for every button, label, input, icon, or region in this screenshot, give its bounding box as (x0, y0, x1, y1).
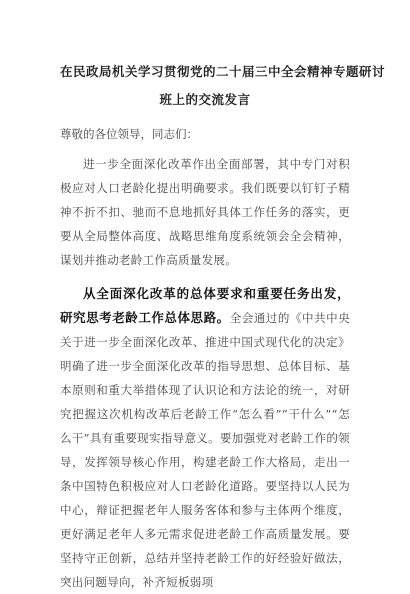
title-line-2: 班上的交流发言 (159, 92, 251, 107)
salutation: 尊敬的各位领导，同志们： (60, 127, 198, 141)
paragraph-2 (60, 282, 350, 594)
document-title (60, 58, 386, 114)
title-line-1: 在民政局机关学习贯彻党的二十届三中全会精神专题研讨 (60, 64, 386, 79)
paragraph-2-lead-sentence: 从全面深化改革的总体要求和重要任务出发，研究思考老龄工作总体思路。 (60, 286, 350, 325)
paragraph-2-body: 全会通过的《中共中央关于进一步全面深化改革、推进中国式现代化的决定》明确了进一步全面深化改革的指导思想、总体目标、基本原则和重大举措体现了认识论和方法论的统一，对研究把握这次机构改革后老龄工作“怎么看”“干什么”“怎么干”具有重要现实指导意义。要加强党对老龄工作的领导，发挥领导核心作用，构建老龄工作大格局，走出一条中国特色积极应对人口老龄化道路。要坚持以人民为中心，辩证把握老年人服务客体和参与主体两个维度，更好满足老年人多元需求促进老龄工作高质量发展。要坚持守正创新，总结并坚持老龄工作的好经验好做法，突出问题导向，补齐短板弱项 (60, 311, 351, 589)
paragraph-1: 进一步全面深化改革作出全面部署，其中专门对积极应对人口老龄化提出明确要求。我们既要以钉钉子精神不折不扣、驰而不息地抓好具体工作任务的落实，更要从全局整体高度、战略思维角度系统领会全会精神，谋划并推动老龄工作高质量发展。 (60, 157, 350, 267)
